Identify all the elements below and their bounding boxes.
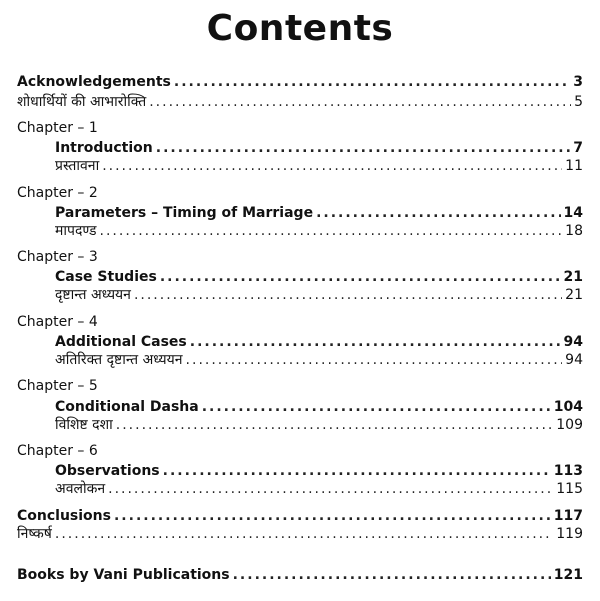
toc-entry-prastavana[interactable] (55, 157, 583, 175)
toc-entry-avalokan[interactable] (55, 480, 583, 498)
page-title: Contents (206, 8, 394, 49)
toc-page-number: 94 (563, 334, 583, 350)
toc-entry-mapdand[interactable] (55, 222, 583, 240)
toc-entry-label: निष्कर्ष (17, 526, 52, 542)
toc-entry-vishisht-dasha[interactable] (55, 416, 583, 434)
toc-entry-acknowledgements[interactable] (17, 73, 583, 91)
toc-page-number: 109 (556, 417, 583, 433)
toc-page-number: 21 (565, 287, 583, 303)
toc-entry-label: दृष्टान्त अध्ययन (55, 287, 131, 303)
toc-entry-drishtant-adhyayan[interactable] (55, 286, 583, 304)
toc-entry-label: शोधार्थियों की आभारोक्ति (17, 94, 147, 110)
toc-entry-books[interactable] (17, 566, 583, 584)
dot-leader (190, 333, 561, 351)
toc-page-number: 14 (563, 205, 583, 221)
toc-entry-label: अतिरिक्त दृष्टान्त अध्ययन (55, 352, 183, 368)
chapter-heading-2: Chapter – 2 (17, 185, 98, 201)
toc-entry-label: Observations (55, 463, 160, 479)
dot-leader (102, 157, 562, 175)
toc-page-number: 119 (556, 526, 583, 542)
toc-entry-label: Conclusions (17, 508, 111, 524)
toc-page-number: 7 (573, 140, 583, 156)
toc-page-number: 5 (574, 94, 583, 110)
chapter-heading-4: Chapter – 4 (17, 314, 98, 330)
toc-page-number: 21 (563, 269, 583, 285)
chapter-heading-1: Chapter – 1 (17, 120, 98, 136)
toc-entry-label: Conditional Dasha (55, 399, 199, 415)
toc-page-number: 117 (553, 508, 583, 524)
dot-leader (100, 222, 563, 240)
toc-entry-conditional-dasha[interactable] (55, 398, 583, 416)
toc-entry-label: Case Studies (55, 269, 157, 285)
toc-entry-label: विशिष्ट दशा (55, 417, 113, 433)
toc-entry-label: अवलोकन (55, 481, 106, 497)
chapter-heading-6: Chapter – 6 (17, 443, 98, 459)
toc-page-number: 104 (553, 399, 583, 415)
dot-leader (134, 286, 562, 304)
dot-leader (55, 525, 553, 543)
toc-page-number: 18 (565, 223, 583, 239)
toc-page-number: 3 (573, 74, 583, 90)
dot-leader (114, 507, 551, 525)
toc-entry-label: प्रस्तावना (55, 158, 100, 174)
toc-page-number: 11 (565, 158, 583, 174)
dot-leader (316, 204, 560, 222)
toc-page-number: 113 (553, 463, 583, 479)
toc-entry-case-studies[interactable] (55, 268, 583, 286)
toc-entry-label: Additional Cases (55, 334, 187, 350)
toc-page-number: 94 (565, 352, 583, 368)
toc-page-number: 115 (556, 481, 583, 497)
toc-entry-additional-cases[interactable] (55, 333, 583, 351)
toc-entry-label: Parameters – Timing of Marriage (55, 205, 314, 221)
dot-leader (233, 566, 551, 584)
toc-entry-atirikt-adhyayan[interactable] (55, 351, 583, 369)
toc-entry-introduction[interactable] (55, 139, 583, 157)
dot-leader (163, 462, 551, 480)
toc-entry-label: Acknowledgements (17, 74, 171, 90)
toc-entry-label: Books by Vani Publications (17, 567, 230, 583)
dot-leader (108, 480, 553, 498)
dot-leader (156, 139, 570, 157)
toc-page-number: 121 (553, 567, 583, 583)
toc-entry-conclusions[interactable] (17, 507, 583, 525)
dot-leader (116, 416, 554, 434)
toc-entry-nishkarsh[interactable] (17, 525, 583, 543)
toc-entry-observations[interactable] (55, 462, 583, 480)
toc-entry-hindi-acknowledgements[interactable] (17, 93, 583, 111)
toc-entry-parameters[interactable] (55, 204, 583, 222)
dot-leader (149, 93, 571, 111)
chapter-heading-5: Chapter – 5 (17, 378, 98, 394)
dot-leader (202, 398, 551, 416)
dot-leader (160, 268, 561, 286)
toc-entry-label: Introduction (55, 140, 153, 156)
chapter-heading-3: Chapter – 3 (17, 249, 98, 265)
dot-leader (186, 351, 563, 369)
toc-entry-label: मापदण्ड (55, 223, 97, 239)
dot-leader (174, 73, 570, 91)
